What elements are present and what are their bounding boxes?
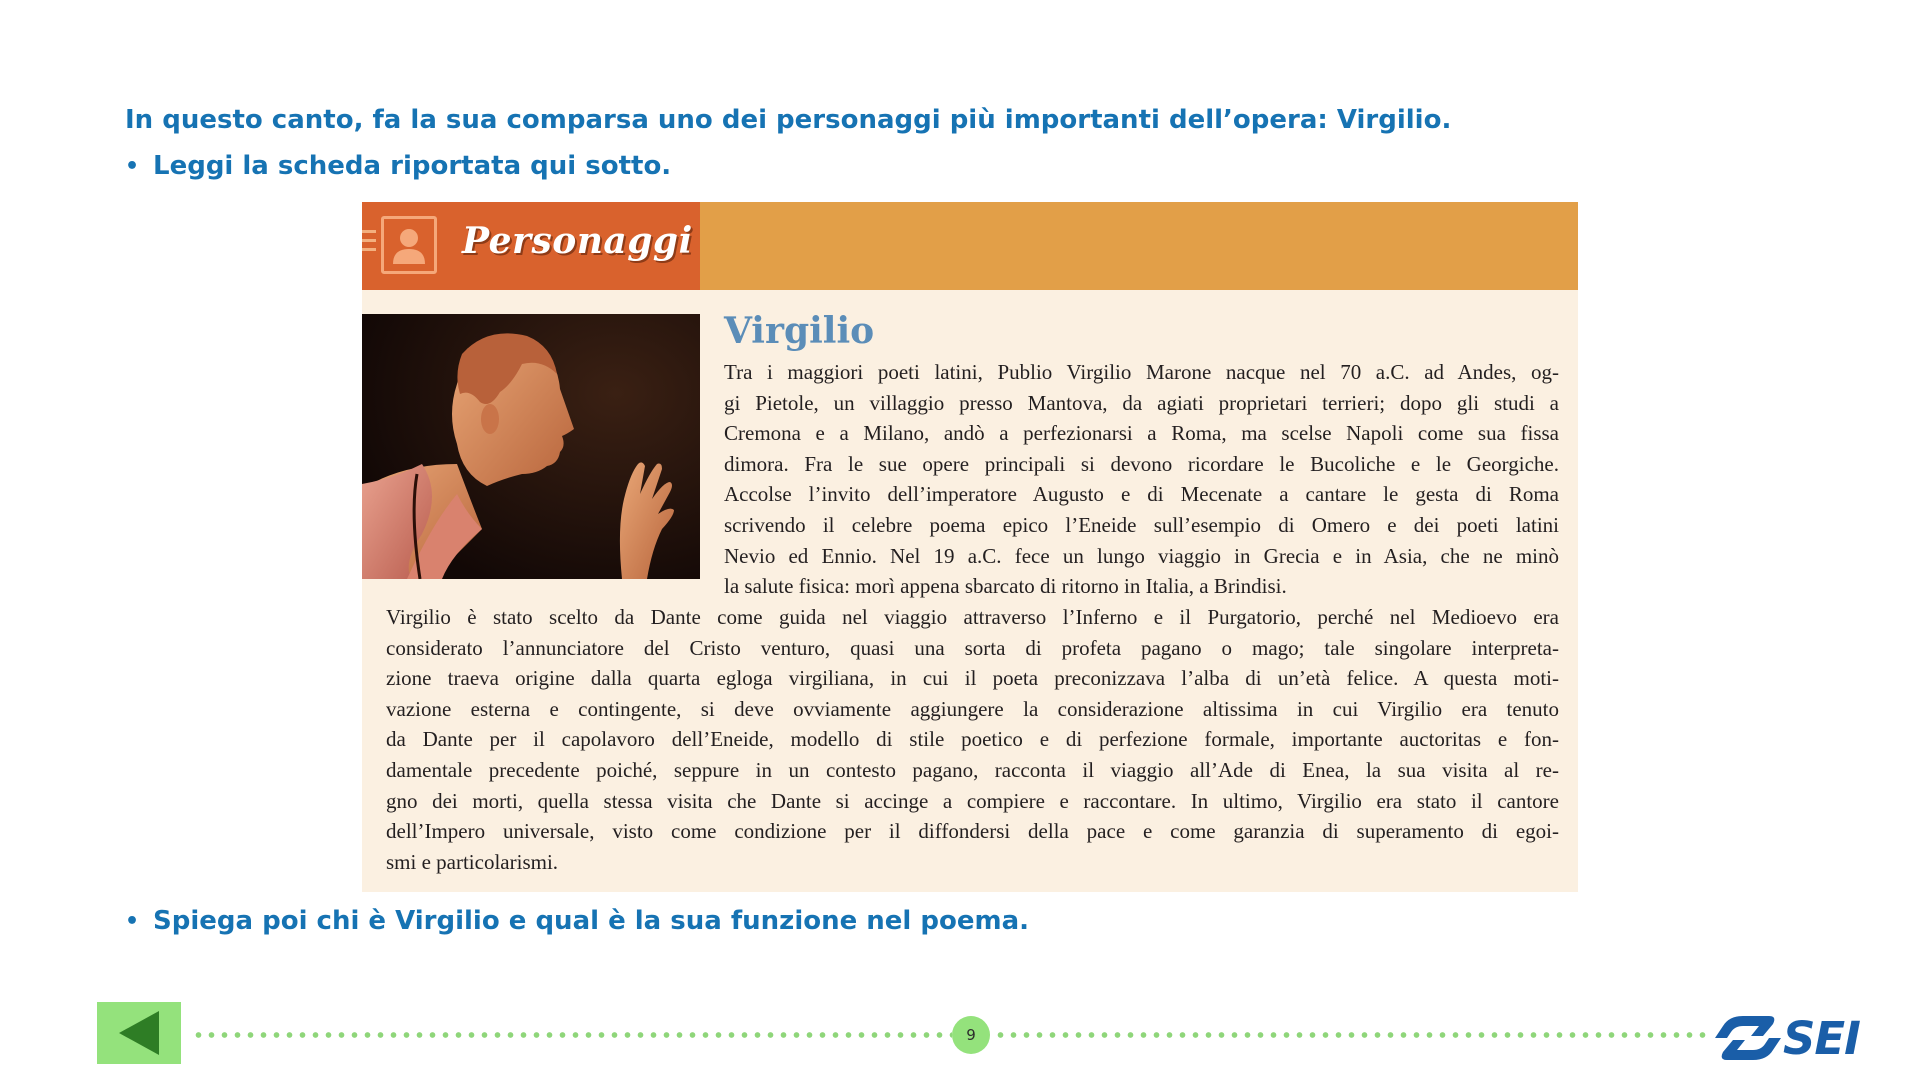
card-title: Virgilio: [724, 310, 875, 352]
text-line: dell’Impero universale, visto come condizione per il diffondersi della pace e come garanzia di superamento di egoi-: [386, 819, 1559, 844]
arrow-left-icon: [119, 1011, 159, 1055]
card-body-text: [386, 602, 1559, 877]
text-line: Nevio ed Ennio. Nel 19 a.C. fece un lungo viaggio in Grecia e in Asia, che ne minò: [724, 543, 1559, 568]
bullet-text: Spiega poi chi è Virgilio e qual è la sua funzione nel poema.: [153, 906, 1030, 936]
text-line: vazione esterna e contingente, si deve ovviamente aggiungere la considerazione altissima in cui Virgilio era tenuto: [386, 696, 1559, 721]
text-line: smi e particolarismi.: [386, 849, 559, 874]
previous-page-button[interactable]: [97, 1002, 181, 1064]
section-tag: [362, 202, 700, 290]
sei-logo-mark-icon: [1713, 1012, 1783, 1064]
text-line: damentale precedente poiché, seppure in un contesto pagano, racconta il viaggio all’Ade di Enea, la sua visita al re-: [386, 757, 1559, 782]
instruction-heading: In questo canto, fa la sua comparsa uno dei personaggi più importanti dell’opera: Virgilio.: [125, 105, 1452, 135]
text-line: la salute fisica: morì appena sbarcato di ritorno in Italia, a Brindisi.: [724, 574, 1287, 599]
bullet-dot: •: [125, 908, 140, 934]
text-line: gno dei morti, quella stessa visita che Dante si accinge a compiere e raccontare. In ultimo, Virgilio era stato il cantore: [386, 788, 1559, 813]
text-line: Cremona e a Milano, andò a perfezionarsi a Roma, ma scelse Napoli come sua fissa: [724, 421, 1559, 446]
card-intro-text: [724, 357, 1559, 602]
text-line: Tra i maggiori poeti latini, Publio Virgilio Marone nacque nel 70 a.C. ad Andes, og-: [724, 360, 1559, 384]
text-line: Accolse l’invito dell’imperatore Augusto e di Mecenate a cantare le gesta di Roma: [724, 482, 1559, 507]
menu-lines-decoration: [362, 230, 376, 260]
instruction-bullet-explain: [125, 906, 1029, 936]
text-line: considerato l’annunciatore del Cristo venturo, quasi una sorta di profeta pagano o mago; tale singolare interpreta-: [386, 635, 1559, 660]
card-header-bar: [362, 202, 1578, 290]
page-number: 9: [952, 1016, 990, 1054]
text-line: gi Pietole, un villaggio presso Mantova, da agiati proprietari terrieri; dopo gli studi a: [724, 390, 1559, 415]
sei-logo: [1713, 1012, 1873, 1064]
dotted-divider-left: [192, 1032, 952, 1038]
bullet-dot: •: [125, 153, 140, 179]
virgil-portrait-image: [362, 314, 700, 579]
person-icon: [381, 216, 437, 274]
text-line: Virgilio è stato scelto da Dante come guida nel viaggio attraverso l’Inferno e il Purgatorio, perché nel Medioevo era: [386, 605, 1559, 629]
dotted-divider-right: [994, 1032, 1710, 1038]
text-line: dimora. Fra le sue opere principali si devono ricordare le Bucoliche e le Georgiche.: [724, 451, 1559, 476]
sei-logo-text: SEI: [1783, 1012, 1860, 1065]
text-line: da Dante per il capolavoro dell’Eneide, modello di stile poetico e di perfezione formale, importante auctoritas e fon-: [386, 727, 1559, 752]
character-card: [362, 202, 1578, 892]
section-label: Personaggi: [462, 220, 693, 262]
text-line: scrivendo il celebre poema epico l’Eneide sull’esempio di Omero e dei poeti latini: [724, 512, 1559, 537]
text-line: zione traeva origine dalla quarta egloga virgiliana, in cui il poeta preconizzava l’alba di un’età felice. A questa moti-: [386, 666, 1559, 691]
instruction-bullet-read: [125, 151, 671, 181]
bullet-text: Leggi la scheda riportata qui sotto.: [153, 151, 672, 181]
